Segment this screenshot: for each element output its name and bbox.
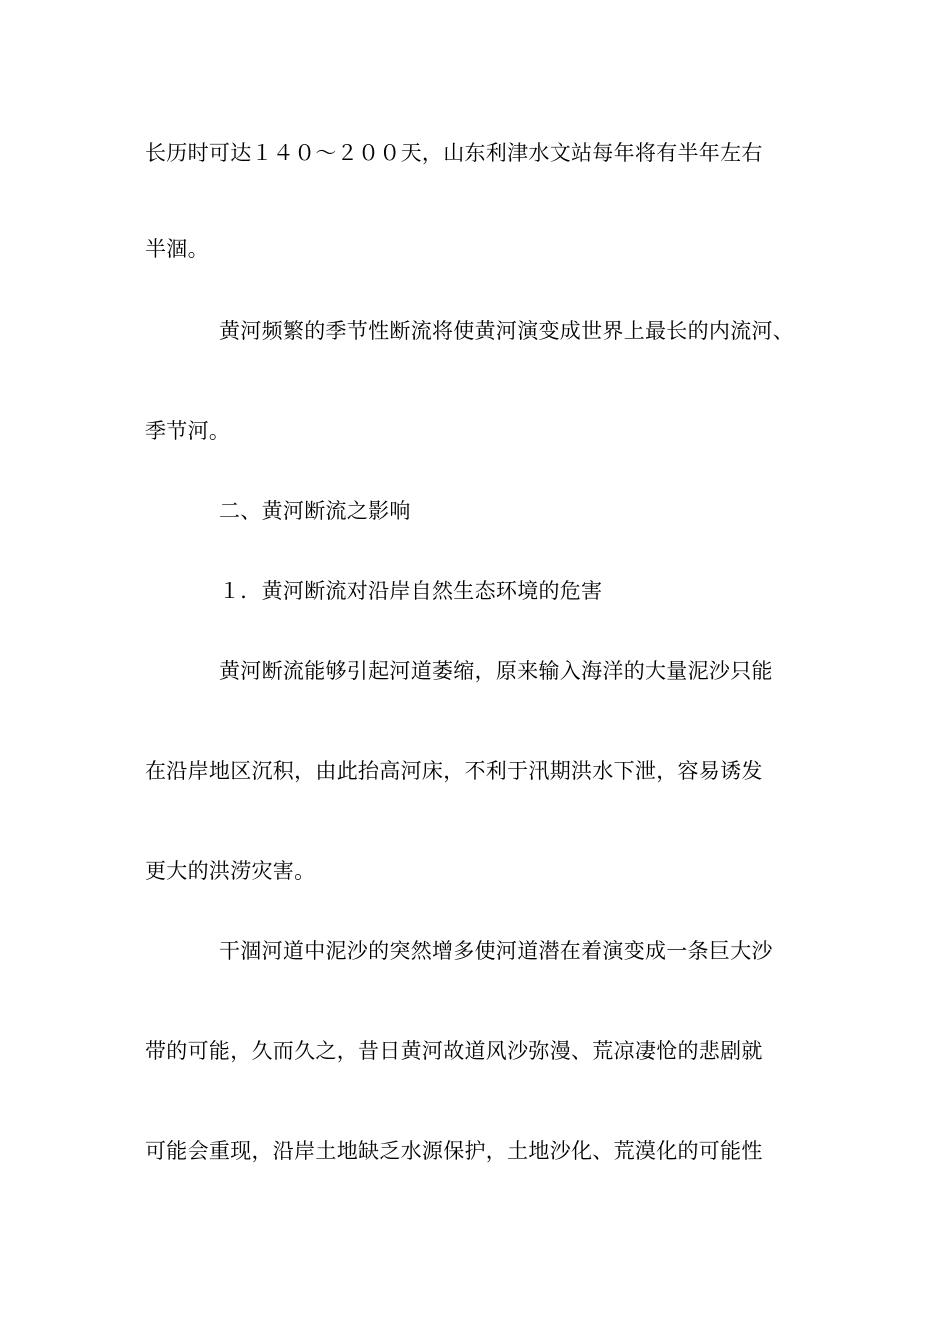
paragraph-start: 黄河频繁的季节性断流将使黄河演变成世界上最长的内流河、: [219, 319, 795, 343]
text-line: 更大的洪涝灾害。: [145, 859, 316, 883]
text-line: 带的可能，久而久之，昔日黄河故道风沙弥漫、荒凉凄怆的悲剧就: [145, 1039, 763, 1063]
text-line: 长历时可达１４０～２００天，山东利津水文站每年将有半年左右: [145, 141, 763, 165]
text-line: 季节河。: [145, 419, 231, 443]
subsection-heading: １．黄河断流对沿岸自然生态环境的危害: [219, 579, 603, 603]
paragraph-start: 干涸河道中泥沙的突然增多使河道潜在着演变成一条巨大沙: [219, 939, 773, 963]
text-line: 可能会重现，沿岸土地缺乏水源保护，土地沙化、荒漠化的可能性: [145, 1139, 763, 1163]
section-heading: 二、黄河断流之影响: [219, 499, 411, 523]
text-line: 半涸。: [145, 237, 209, 261]
paragraph-start: 黄河断流能够引起河道萎缩，原来输入海洋的大量泥沙只能: [219, 659, 773, 683]
text-line: 在沿岸地区沉积，由此抬高河床，不利于汛期洪水下泄，容易诱发: [145, 759, 763, 783]
